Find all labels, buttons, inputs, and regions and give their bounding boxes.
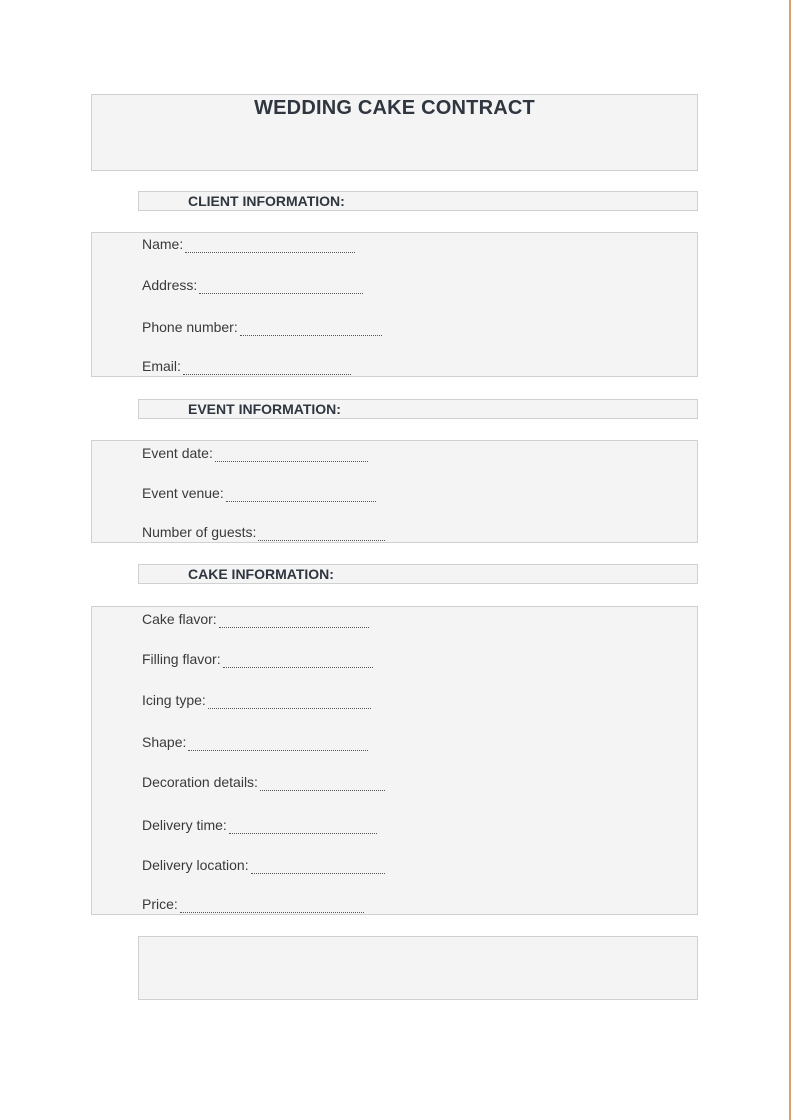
fill-in-line[interactable] [183, 360, 351, 375]
client-section-header [138, 191, 698, 211]
cake-section-heading: CAKE INFORMATION: [188, 566, 334, 582]
fill-in-line[interactable] [240, 321, 382, 336]
price-field[interactable] [142, 895, 364, 913]
field-label: Decoration details: [142, 774, 258, 790]
filling-flavor-field[interactable] [142, 650, 373, 668]
delivery-location-field[interactable] [142, 856, 385, 874]
page-edge-line [789, 0, 791, 1120]
field-label: Event date: [142, 445, 213, 461]
field-label: Phone number: [142, 319, 238, 335]
client-name-field[interactable] [142, 235, 355, 253]
fill-in-line[interactable] [229, 819, 377, 834]
fill-in-line[interactable] [208, 694, 371, 709]
fill-in-line[interactable] [219, 613, 369, 628]
field-label: Delivery time: [142, 817, 227, 833]
field-label: Price: [142, 896, 178, 912]
notes-box[interactable] [138, 936, 698, 1000]
field-label: Icing type: [142, 692, 206, 708]
icing-type-field[interactable] [142, 691, 371, 709]
client-phone-field[interactable] [142, 318, 382, 336]
fill-in-line[interactable] [185, 238, 355, 253]
event-date-field[interactable] [142, 444, 368, 462]
client-email-field[interactable] [142, 357, 351, 375]
decoration-details-field[interactable] [142, 773, 385, 791]
cake-flavor-field[interactable] [142, 610, 369, 628]
event-section-header [138, 399, 698, 419]
field-label: Number of guests: [142, 524, 257, 540]
field-label: Filling flavor: [142, 651, 221, 667]
fill-in-line[interactable] [223, 653, 373, 668]
event-section-heading: EVENT INFORMATION: [188, 401, 341, 417]
fill-in-line[interactable] [258, 526, 385, 541]
field-label: Address: [142, 277, 198, 293]
cake-section-header [138, 564, 698, 584]
event-guests-field[interactable] [142, 523, 385, 541]
fill-in-line[interactable] [251, 859, 385, 874]
fill-in-line[interactable] [199, 279, 363, 294]
fill-in-line[interactable] [180, 898, 364, 913]
client-section-heading: CLIENT INFORMATION: [188, 193, 345, 209]
field-label: Event venue: [142, 485, 224, 501]
fill-in-line[interactable] [188, 736, 368, 751]
field-label: Delivery location: [142, 857, 249, 873]
event-venue-field[interactable] [142, 484, 376, 502]
field-label: Email: [142, 358, 181, 374]
field-label: Name: [142, 236, 184, 252]
client-fields-box [91, 232, 698, 377]
field-label: Shape: [142, 734, 187, 750]
fill-in-line[interactable] [215, 447, 368, 462]
delivery-time-field[interactable] [142, 816, 377, 834]
shape-field[interactable] [142, 733, 368, 751]
field-label: Cake flavor: [142, 611, 217, 627]
client-address-field[interactable] [142, 276, 363, 294]
fill-in-line[interactable] [226, 487, 376, 502]
document-title: WEDDING CAKE CONTRACT [254, 97, 535, 119]
fill-in-line[interactable] [260, 776, 385, 791]
title-box [91, 94, 698, 171]
